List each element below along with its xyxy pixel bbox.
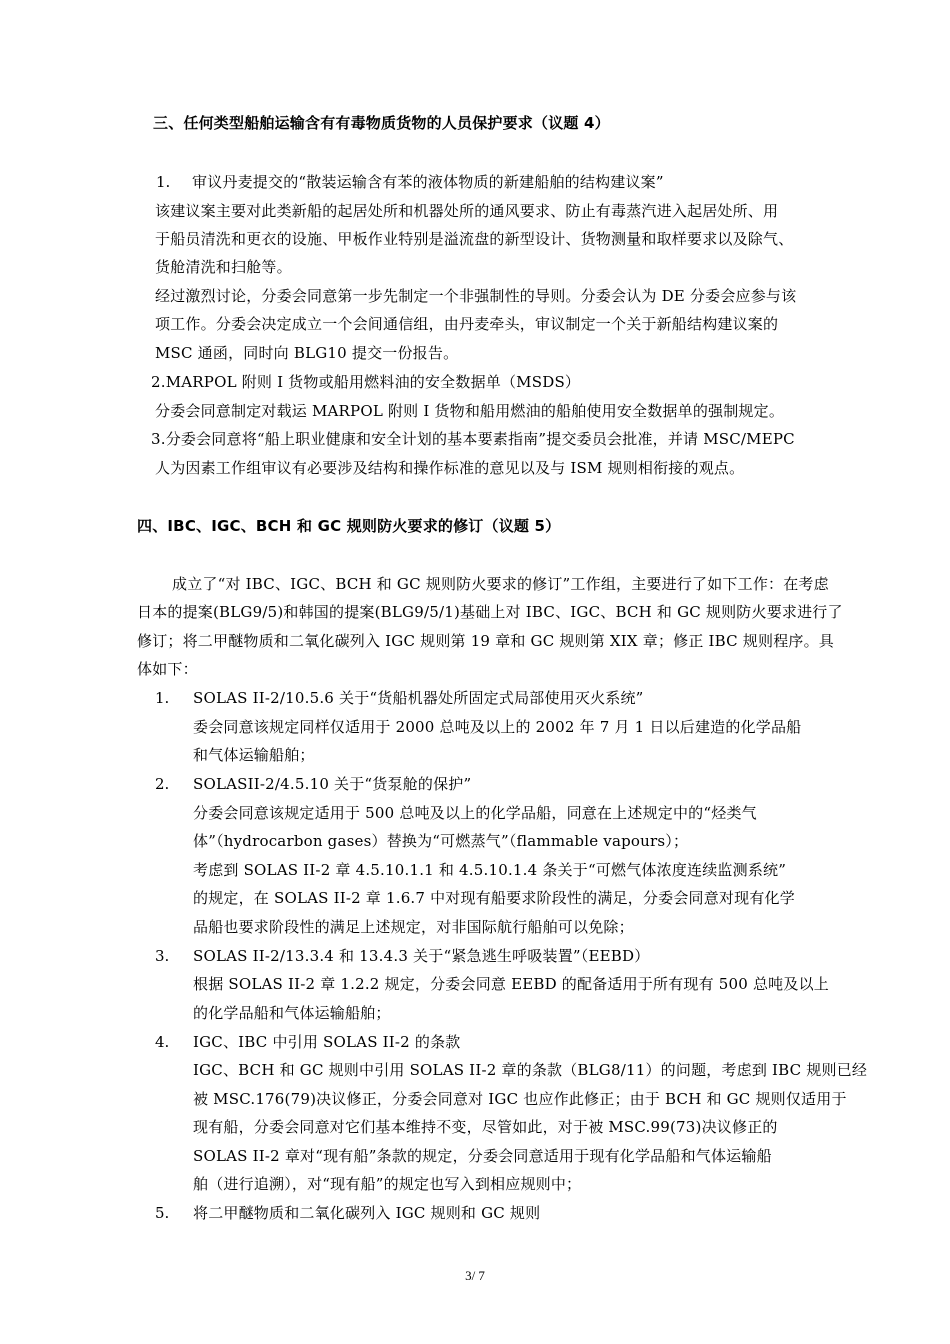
section-4-intro-line-3: 修订；将二甲醚物质和二氧化碳列入 IGC 规则第 19 章和 GC 规则第 XIX 章；修正 IBC 规则程序。具: [137, 632, 835, 650]
item-2-text: 分委会同意制定对载运 MARPOL 附则 I 货物和船用燃油的船舶使用安全数据单的强制规定。: [155, 402, 785, 420]
fire-item-4-line-3: 被 MSC.176(79)决议修正，分委会同意对 IGC 也应作此修正；由于 BCH 和 GC 规则仅适用于: [193, 1090, 847, 1108]
fire-item-1-line-1: SOLAS II-2/10.5.6 关于“货船机器处所固定式局部使用灭火系统”: [193, 689, 644, 707]
item-3-line-1: 3.分委会同意将“船上职业健康和安全计划的基本要素指南”提交委员会批准，并请 MSC/MEPC: [151, 430, 795, 448]
fire-item-2-line-3: 体”（hydrocarbon gases）替换为“可燃蒸气”（flammable vapours）；: [193, 832, 689, 850]
fire-item-4-line-6: 舶（进行追溯），对“现有船”的规定也写入到相应规则中；: [193, 1175, 582, 1193]
fire-item-1-number: 1.: [155, 689, 170, 707]
item-1-paragraph-1-line-1: 该建议案主要对此类新船的起居处所和机器处所的通风要求、防止有毒蒸汽进入起居处所、用: [155, 202, 779, 220]
section-4-intro-line-4: 体如下：: [137, 660, 198, 678]
fire-item-1-line-2: 委会同意该规定同样仅适用于 2000 总吨及以上的 2002 年 7 月 1 日以后建造的化学品船: [193, 718, 802, 736]
fire-item-2-number: 2.: [155, 775, 170, 793]
section-4-intro-line-1: 成立了“对 IBC、IGC、BCH 和 GC 规则防火要求的修订”工作组，主要进行了如下工作：在考虑: [172, 575, 829, 593]
fire-item-2-line-2: 分委会同意该规定适用于 500 总吨及以上的化学品船，同意在上述规定中的“烃类气: [193, 804, 757, 822]
fire-item-2-line-5: 的规定，在 SOLAS II-2 章 1.6.7 中对现有船要求阶段性的满足，分委会同意对现有化学: [193, 889, 795, 907]
fire-item-5-line-1: 将二甲醚物质和二氧化碳列入 IGC 规则和 GC 规则: [193, 1204, 541, 1222]
item-1-paragraph-2-line-3: MSC 通函，同时向 BLG10 提交一份报告。: [155, 344, 459, 362]
fire-item-2-line-4: 考虑到 SOLAS II-2 章 4.5.10.1.1 和 4.5.10.1.4 条关于“可燃气体浓度连续监测系统”: [193, 861, 787, 879]
section-4-heading: 四、IBC、IGC、BCH 和 GC 规则防火要求的修订（议题 5）: [137, 517, 561, 535]
fire-item-4-line-2: IGC、BCH 和 GC 规则中引用 SOLAS II-2 章的条款（BLG8/11）的问题，考虑到 IBC 规则已经: [193, 1061, 868, 1079]
fire-item-2-line-6: 品船也要求阶段性的满足上述规定，对非国际航行船舶可以免除；: [193, 918, 634, 936]
fire-item-4-number: 4.: [155, 1033, 170, 1051]
item-3-line-2: 人为因素工作组审议有必要涉及结构和操作标准的意见以及与 ISM 规则相衔接的观点。: [155, 459, 745, 477]
section-3-heading: 三、任何类型船舶运输含有有毒物质货物的人员保护要求（议题 4）: [153, 114, 610, 132]
item-1-number: 1.: [156, 173, 171, 191]
item-1-paragraph-1-line-3: 货舱清洗和扫舱等。: [155, 258, 292, 276]
item-1-paragraph-2-line-1: 经过激烈讨论，分委会同意第一步先制定一个非强制性的导则。分委会认为 DE 分委会应参与该: [155, 287, 797, 305]
section-4-intro-line-2: 日本的提案(BLG9/5)和韩国的提案(BLG9/5/1)基础上对 IBC、IGC、BCH 和 GC 规则防火要求进行了: [137, 603, 843, 621]
item-1-paragraph-2-line-2: 项工作。分委会决定成立一个会间通信组，由丹麦牵头，审议制定一个关于新船结构建议案的: [155, 315, 779, 333]
fire-item-3-line-3: 的化学品船和气体运输船舶；: [193, 1004, 391, 1022]
item-1-title: 审议丹麦提交的“散装运输含有苯的液体物质的新建船舶的结构建议案”: [192, 173, 664, 191]
item-2-title: 2.MARPOL 附则 I 货物或船用燃料油的安全数据单（MSDS）: [151, 373, 581, 391]
fire-item-1-line-3: 和气体运输船舶；: [193, 746, 315, 764]
fire-item-4-line-4: 现有船，分委会同意对它们基本维持不变，尽管如此，对于被 MSC.99(73)决议修正的: [193, 1118, 778, 1136]
fire-item-4-line-5: SOLAS II-2 章对“现有船”条款的规定，分委会同意适用于现有化学品船和气体运输船: [193, 1147, 772, 1165]
fire-item-3-number: 3.: [155, 947, 170, 965]
fire-item-3-line-1: SOLAS II-2/13.3.4 和 13.4.3 关于“紧急逃生呼吸装置”（EEBD）: [193, 947, 650, 965]
fire-item-3-line-2: 根据 SOLAS II-2 章 1.2.2 规定，分委会同意 EEBD 的配备适用于所有现有 500 总吨及以上: [193, 975, 829, 993]
fire-item-5-number: 5.: [155, 1204, 170, 1222]
fire-item-4-line-1: IGC、IBC 中引用 SOLAS II-2 的条款: [193, 1033, 461, 1051]
page-number: 3/ 7: [465, 1268, 485, 1283]
item-1-paragraph-1-line-2: 于船员清洗和更衣的设施、甲板作业特别是溢流盘的新型设计、货物测量和取样要求以及除气、: [155, 230, 794, 248]
fire-item-2-line-1: SOLASII-2/4.5.10 关于“货泵舱的保护”: [193, 775, 472, 793]
